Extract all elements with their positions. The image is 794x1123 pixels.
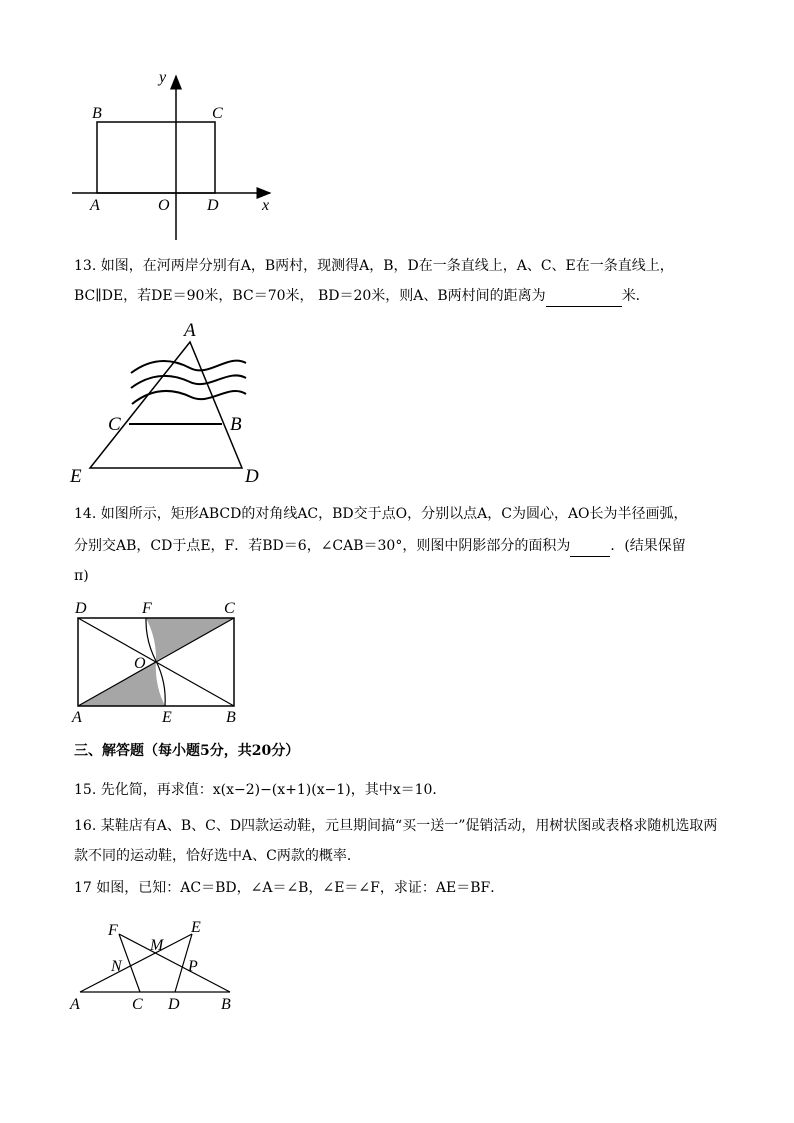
label-x: x xyxy=(262,197,270,214)
question-13-line-1 xyxy=(74,256,674,276)
label-A: A xyxy=(72,709,82,726)
question-14-number: 14. xyxy=(74,506,97,522)
label-B: B xyxy=(221,996,231,1013)
question-13-unit: 米． xyxy=(621,288,650,304)
question-15 xyxy=(74,780,446,800)
label-D: D xyxy=(168,996,180,1013)
label-E: E xyxy=(191,919,201,936)
rectangle-abcd xyxy=(97,122,215,193)
question-17-number: 17 xyxy=(74,880,92,896)
question-14-text-line-1: 如图所示，矩形ABCD的对角线AC，BD交于点O，分别以点A，C为圆心，AO长为半径画弧， xyxy=(100,506,688,522)
label-C: C xyxy=(108,414,121,435)
question-16-line-1 xyxy=(74,816,717,836)
label-D: D xyxy=(245,466,259,487)
label-A: A xyxy=(184,320,196,341)
question-13-number: 13. xyxy=(74,258,97,274)
question-14-answer-blank[interactable] xyxy=(570,536,610,557)
label-E: E xyxy=(162,709,172,726)
section-heading-3: 三、解答题（每小题5分，共20分） xyxy=(74,743,300,759)
label-M: M xyxy=(150,937,164,954)
label-A: A xyxy=(90,197,100,214)
figure-q12-axes-rectangle xyxy=(60,64,290,244)
label-F: F xyxy=(108,922,118,939)
question-13-text-line-1: 如图，在河两岸分别有A，B两村，现测得A，B，D在一条直线上，A、C、E在一条直线上， xyxy=(100,258,674,274)
question-16-line-2 xyxy=(74,846,361,866)
question-16-text-line-1: 某鞋店有A、B、C、D四款运动鞋，元旦期间搞“买一送一”促销活动，用树状图或表格求随机选取两 xyxy=(100,818,718,834)
question-13-text-line-2: BC∥DE，若DE＝90米，BC＝70米， BD＝20米，则A、B两村间的距离为 xyxy=(74,288,546,304)
label-C: C xyxy=(132,996,143,1013)
question-17-text: 如图，已知：AC＝BD，∠A＝∠B，∠E＝∠F，求证：AE＝BF． xyxy=(96,880,505,896)
figure-q14-rectangle-arcs xyxy=(66,598,256,728)
label-A: A xyxy=(70,996,80,1013)
question-14-text-line-2-end: ．(结果保留 xyxy=(610,538,686,554)
question-15-number: 15. xyxy=(74,782,97,798)
question-14-line-3 xyxy=(74,566,89,586)
label-C: C xyxy=(224,600,235,617)
question-15-text: 先化简，再求值：x(x−2)−(x+1)(x−1)，其中x＝10． xyxy=(100,782,447,798)
question-14-text-line-3: π) xyxy=(74,568,89,584)
question-13-line-2 xyxy=(74,286,650,307)
river-wave-1 xyxy=(131,361,246,373)
label-E: E xyxy=(70,466,82,487)
label-C: C xyxy=(212,105,223,122)
question-14-text-line-2: 分别交AB，CD于点E，F．若BD＝6，∠CAB＝30°，则图中阴影部分的面积为 xyxy=(74,538,571,554)
shaded-region-upper xyxy=(146,618,234,661)
question-14-line-1 xyxy=(74,504,688,524)
question-14-line-2 xyxy=(74,536,686,557)
label-D: D xyxy=(207,197,219,214)
question-16-number: 16. xyxy=(74,818,97,834)
question-17 xyxy=(74,878,504,898)
question-13-answer-blank[interactable] xyxy=(546,286,622,307)
label-B: B xyxy=(230,414,242,435)
label-O: O xyxy=(158,197,170,214)
question-16-text-line-2: 款不同的运动鞋，恰好选中A、C两款的概率． xyxy=(74,848,361,864)
river-wave-2 xyxy=(131,375,246,388)
label-O: O xyxy=(134,655,146,672)
label-N: N xyxy=(111,958,122,975)
label-F: F xyxy=(142,600,152,617)
label-P: P xyxy=(188,958,198,975)
label-D: D xyxy=(75,600,87,617)
figure-q13-river-triangle xyxy=(66,318,276,488)
label-B: B xyxy=(92,105,102,122)
figure-q17-triangles xyxy=(64,912,244,1016)
label-y: y xyxy=(159,69,167,86)
label-B: B xyxy=(226,709,236,726)
